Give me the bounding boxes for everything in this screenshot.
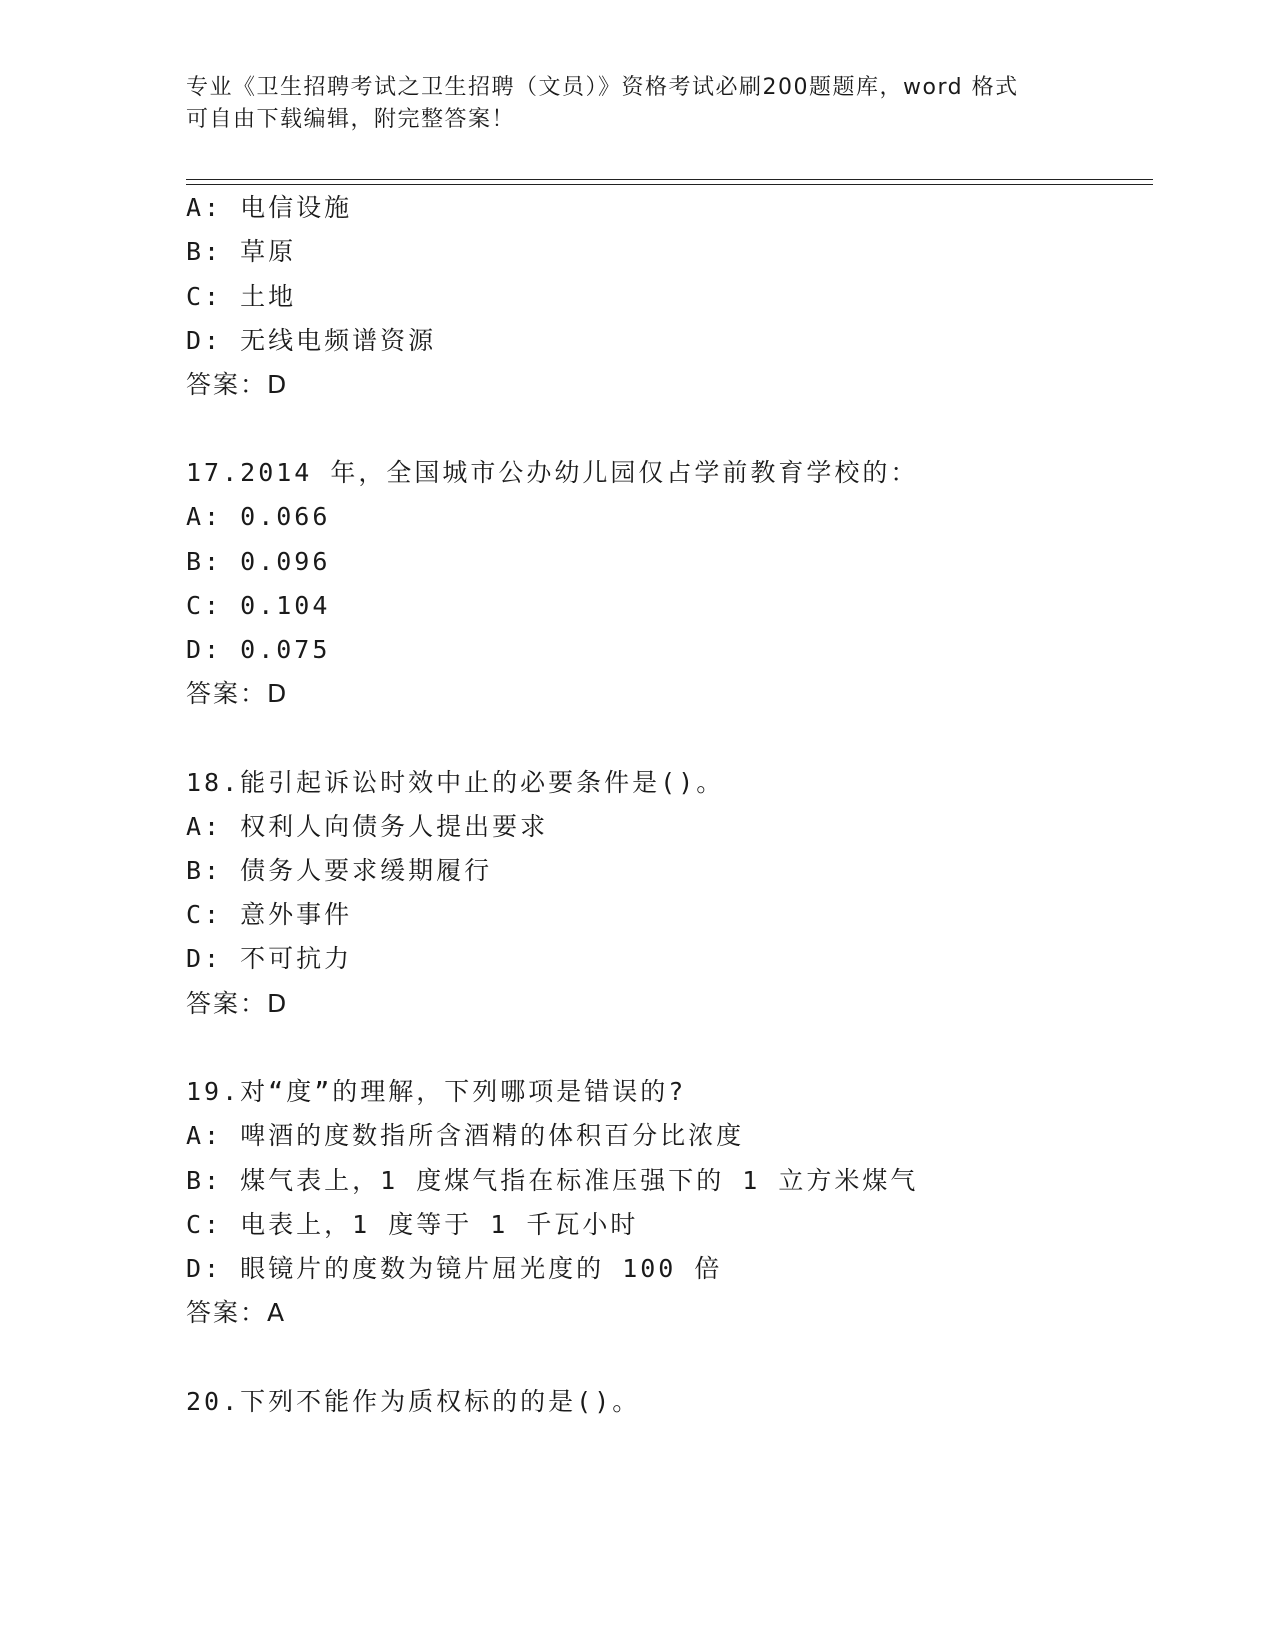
header-divider-bottom [186, 184, 1153, 185]
q17-option-b: B: 0.096 [186, 547, 331, 576]
q19-option-a: A: 啤酒的度数指所含酒精的体积百分比浓度 [186, 1121, 745, 1150]
q19-option-d: D: 眼镜片的度数为镜片屈光度的 100 倍 [186, 1254, 723, 1283]
q18-option-b: B: 债务人要求缓期履行 [186, 856, 493, 885]
q19-question: 19.对“度”的理解，下列哪项是错误的? [186, 1077, 687, 1106]
q18-option-d: D: 不可抗力 [186, 944, 353, 973]
header-line-1: 专业《卫生招聘考试之卫生招聘（文员）》资格考试必刷200题题库，word 格式 [186, 75, 1019, 100]
q18-option-a: A: 权利人向债务人提出要求 [186, 812, 549, 841]
q16-answer: 答案：D [186, 370, 289, 399]
q16-option-d: D: 无线电频谱资源 [186, 326, 437, 355]
q19-option-c: C: 电表上，1 度等于 1 千瓦小时 [186, 1210, 639, 1239]
header-line-2: 可自由下载编辑，附完整答案！ [186, 107, 516, 132]
q17-option-a: A: 0.066 [186, 502, 331, 531]
q16-option-c: C: 土地 [186, 282, 297, 311]
q18-question: 18.能引起诉讼时效中止的必要条件是()。 [186, 768, 725, 797]
q20-question: 20.下列不能作为质权标的的是()。 [186, 1387, 641, 1416]
q16-option-a: A: 电信设施 [186, 193, 353, 222]
q17-question: 17.2014 年，全国城市公办幼儿园仅占学前教育学校的： [186, 458, 919, 487]
q16-option-b: B: 草原 [186, 237, 297, 266]
q19-answer: 答案：A [186, 1298, 287, 1327]
q17-option-c: C: 0.104 [186, 591, 331, 620]
header-divider-top [186, 179, 1153, 180]
q18-option-c: C: 意外事件 [186, 900, 353, 929]
q18-answer: 答案：D [186, 989, 289, 1018]
q17-option-d: D: 0.075 [186, 635, 331, 664]
document-header [186, 72, 1086, 136]
q19-option-b: B: 煤气表上，1 度煤气指在标准压强下的 1 立方米煤气 [186, 1166, 919, 1195]
q17-answer: 答案：D [186, 679, 289, 708]
